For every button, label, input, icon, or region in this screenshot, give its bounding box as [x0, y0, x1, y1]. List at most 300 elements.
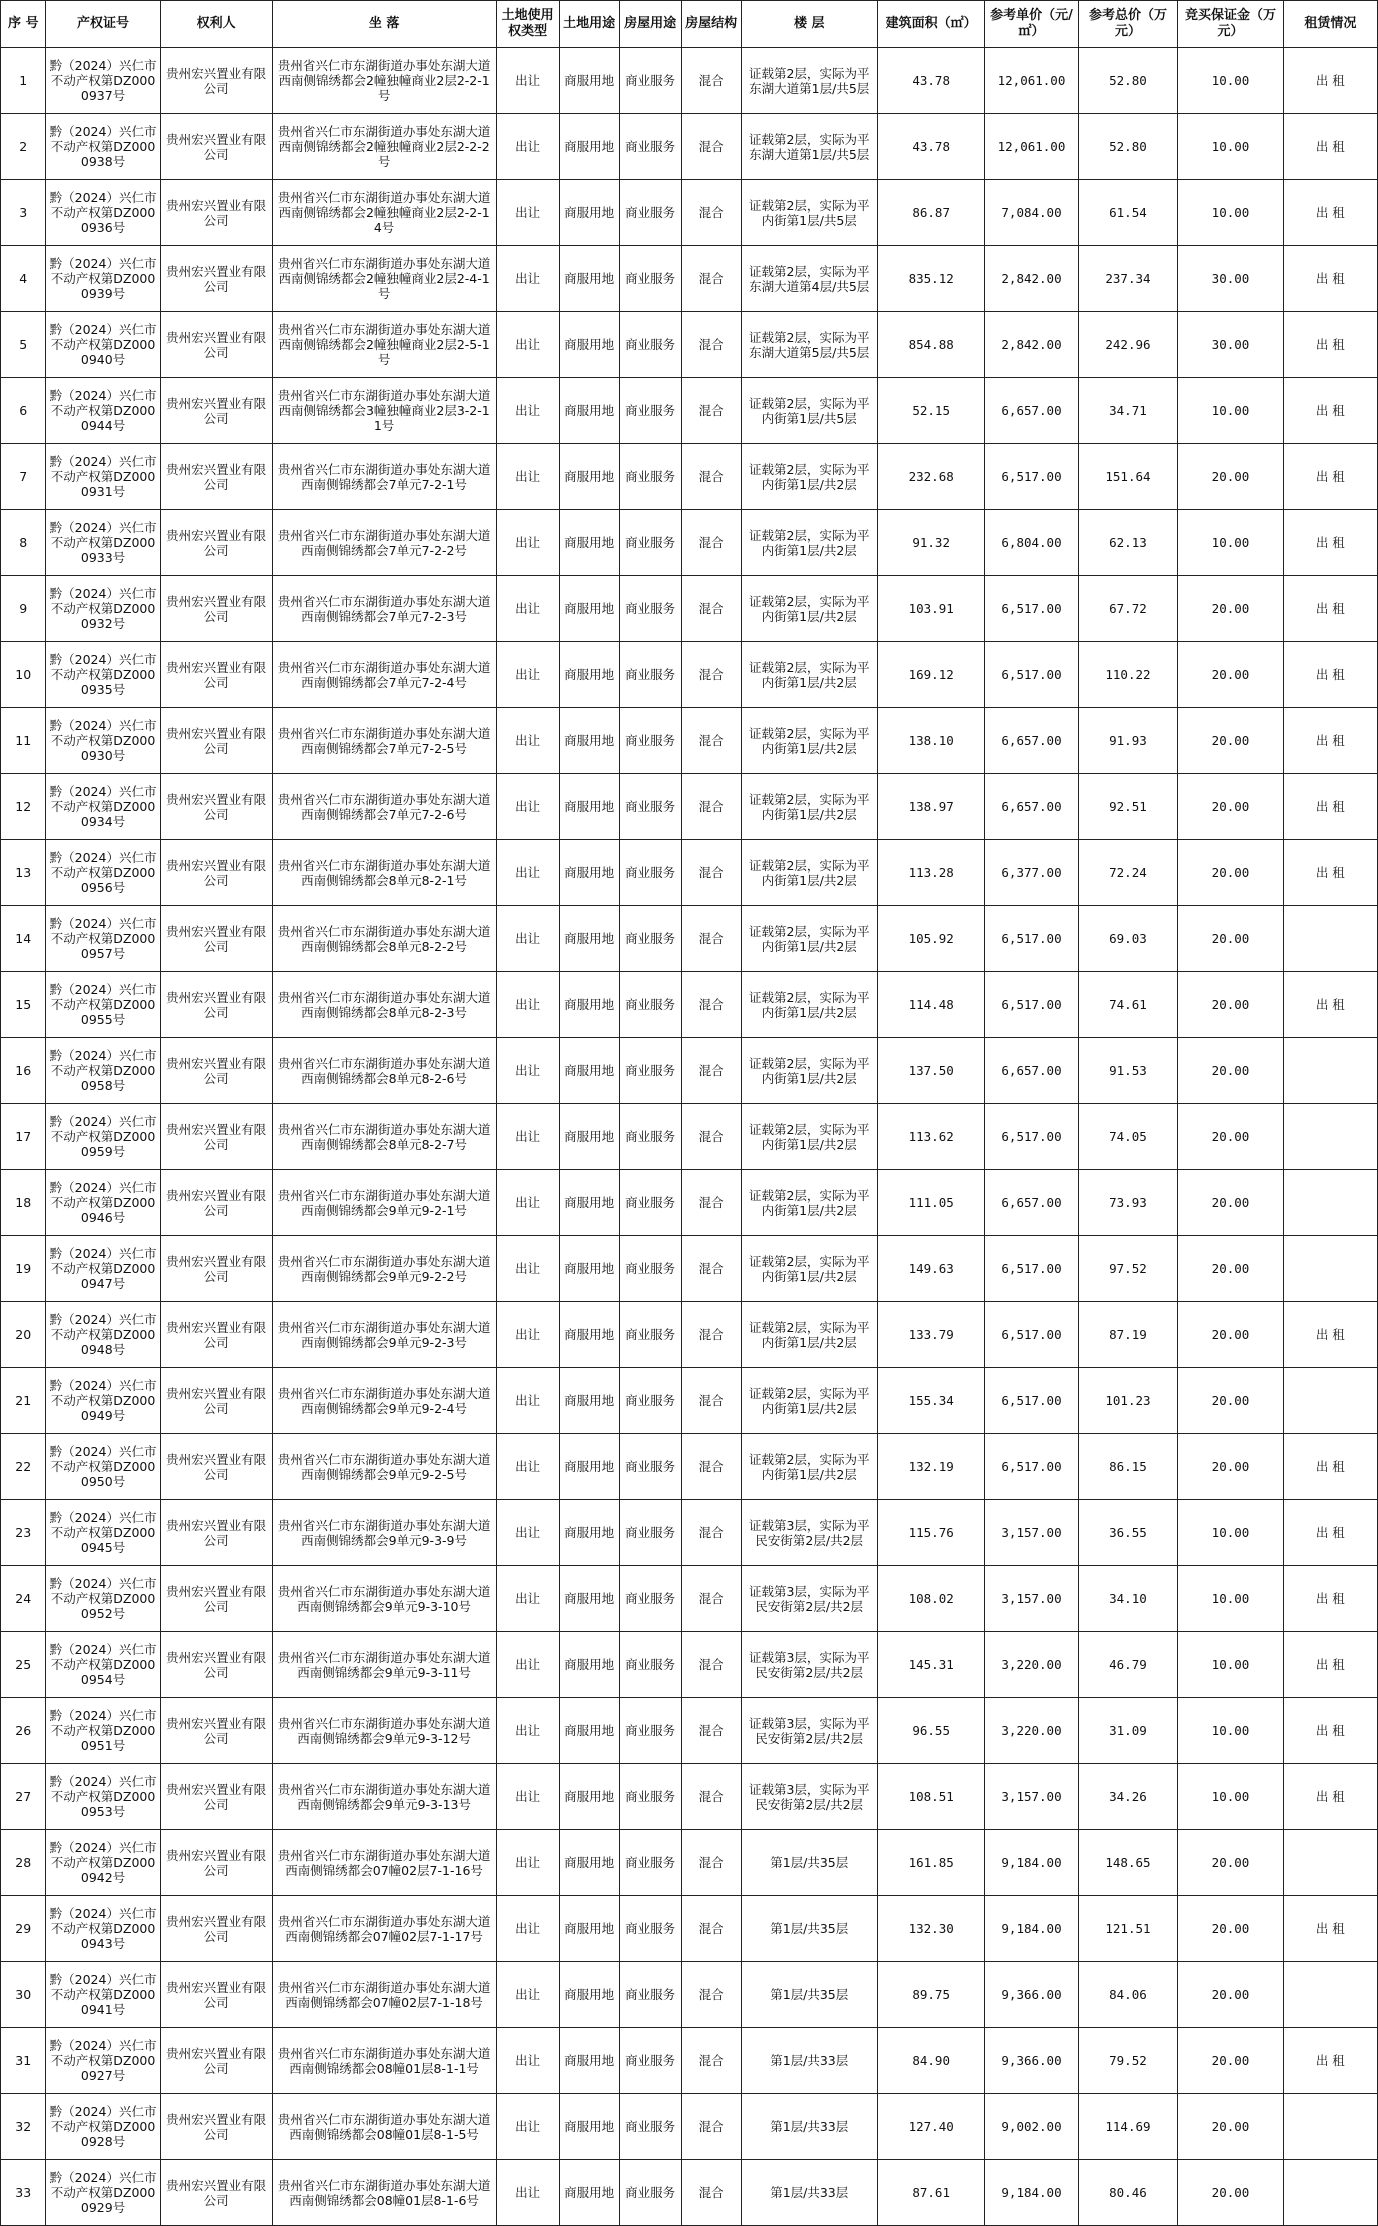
cell-unit-price: 9,002.00 [985, 2094, 1078, 2160]
cell-area: 108.51 [877, 1764, 985, 1830]
cell-seq: 25 [1, 1632, 46, 1698]
cell-seq: 6 [1, 378, 46, 444]
cell-area: 84.90 [877, 2028, 985, 2094]
cell-floor: 证载第2层，实际为平内街第1层/共2层 [741, 1170, 877, 1236]
cell-address: 贵州省兴仁市东湖街道办事处东湖大道西南侧锦绣都会9单元9-2-3号 [272, 1302, 496, 1368]
cell-owner: 贵州宏兴置业有限公司 [160, 48, 272, 114]
cell-house-use: 商业服务 [619, 510, 681, 576]
table-row [1, 1302, 1378, 1368]
cell-structure: 混合 [681, 840, 741, 906]
cell-total-price: 34.26 [1078, 1764, 1178, 1830]
cell-seq: 18 [1, 1170, 46, 1236]
cell-house-use: 商业服务 [619, 576, 681, 642]
cell-lease: 出 租 [1283, 48, 1377, 114]
cell-seq: 4 [1, 246, 46, 312]
table-header [1, 1, 1378, 48]
cell-lease: 出 租 [1283, 1632, 1377, 1698]
cell-area: 52.15 [877, 378, 985, 444]
cell-unit-price: 6,517.00 [985, 1236, 1078, 1302]
cell-land-type: 出让 [496, 1170, 559, 1236]
header-address: 坐 落 [272, 1, 496, 48]
cell-seq: 13 [1, 840, 46, 906]
cell-unit-price: 6,517.00 [985, 1368, 1078, 1434]
cell-owner: 贵州宏兴置业有限公司 [160, 378, 272, 444]
cell-lease: 出 租 [1283, 972, 1377, 1038]
cell-unit-price: 9,184.00 [985, 1830, 1078, 1896]
cell-cert: 黔（2024）兴仁市不动产权第DZ0000954号 [46, 1632, 160, 1698]
header-row [1, 1, 1378, 48]
cell-address: 贵州省兴仁市东湖街道办事处东湖大道西南侧锦绣都会9单元9-3-13号 [272, 1764, 496, 1830]
cell-floor: 第1层/共35层 [741, 1962, 877, 2028]
cell-land-use: 商服用地 [559, 1962, 619, 2028]
cell-address: 贵州省兴仁市东湖街道办事处东湖大道西南侧锦绣都会7单元7-2-2号 [272, 510, 496, 576]
cell-area: 86.87 [877, 180, 985, 246]
cell-cert: 黔（2024）兴仁市不动产权第DZ0000930号 [46, 708, 160, 774]
cell-total-price: 46.79 [1078, 1632, 1178, 1698]
cell-land-type: 出让 [496, 774, 559, 840]
cell-owner: 贵州宏兴置业有限公司 [160, 840, 272, 906]
cell-floor: 证载第2层，实际为平内街第1层/共2层 [741, 1368, 877, 1434]
cell-land-use: 商服用地 [559, 114, 619, 180]
cell-seq: 2 [1, 114, 46, 180]
cell-seq: 21 [1, 1368, 46, 1434]
cell-total-price: 87.19 [1078, 1302, 1178, 1368]
cell-structure: 混合 [681, 972, 741, 1038]
header-land-type: 土地使用权类型 [496, 1, 559, 48]
cell-house-use: 商业服务 [619, 1038, 681, 1104]
cell-floor: 证载第2层，实际为平东湖大道第1层/共5层 [741, 48, 877, 114]
cell-structure: 混合 [681, 114, 741, 180]
cell-total-price: 52.80 [1078, 114, 1178, 180]
cell-seq: 28 [1, 1830, 46, 1896]
cell-seq: 17 [1, 1104, 46, 1170]
cell-unit-price: 6,657.00 [985, 708, 1078, 774]
cell-structure: 混合 [681, 2094, 741, 2160]
cell-floor: 第1层/共33层 [741, 2160, 877, 2226]
cell-cert: 黔（2024）兴仁市不动产权第DZ0000938号 [46, 114, 160, 180]
cell-cert: 黔（2024）兴仁市不动产权第DZ0000936号 [46, 180, 160, 246]
cell-house-use: 商业服务 [619, 48, 681, 114]
cell-deposit: 30.00 [1178, 312, 1283, 378]
cell-land-type: 出让 [496, 510, 559, 576]
cell-lease: 出 租 [1283, 1566, 1377, 1632]
cell-house-use: 商业服务 [619, 1566, 681, 1632]
cell-land-type: 出让 [496, 906, 559, 972]
table-row [1, 444, 1378, 510]
cell-seq: 32 [1, 2094, 46, 2160]
cell-house-use: 商业服务 [619, 114, 681, 180]
cell-structure: 混合 [681, 1962, 741, 2028]
cell-land-type: 出让 [496, 114, 559, 180]
cell-land-type: 出让 [496, 972, 559, 1038]
cell-address: 贵州省兴仁市东湖街道办事处东湖大道西南侧锦绣都会9单元9-2-5号 [272, 1434, 496, 1500]
cell-owner: 贵州宏兴置业有限公司 [160, 708, 272, 774]
cell-address: 贵州省兴仁市东湖街道办事处东湖大道西南侧锦绣都会2幢独幢商业2层2-2-1号 [272, 48, 496, 114]
header-total-price: 参考总价（万元） [1078, 1, 1178, 48]
cell-cert: 黔（2024）兴仁市不动产权第DZ0000950号 [46, 1434, 160, 1500]
cell-house-use: 商业服务 [619, 378, 681, 444]
cell-owner: 贵州宏兴置业有限公司 [160, 1500, 272, 1566]
cell-structure: 混合 [681, 1302, 741, 1368]
cell-house-use: 商业服务 [619, 1104, 681, 1170]
cell-area: 96.55 [877, 1698, 985, 1764]
cell-land-use: 商服用地 [559, 1698, 619, 1764]
cell-structure: 混合 [681, 1038, 741, 1104]
cell-land-use: 商服用地 [559, 1500, 619, 1566]
cell-floor: 证载第2层，实际为平内街第1层/共2层 [741, 1038, 877, 1104]
cell-total-price: 84.06 [1078, 1962, 1178, 2028]
cell-total-price: 151.64 [1078, 444, 1178, 510]
cell-address: 贵州省兴仁市东湖街道办事处东湖大道西南侧锦绣都会3幢独幢商业2层3-2-11号 [272, 378, 496, 444]
cell-unit-price: 6,517.00 [985, 1104, 1078, 1170]
table-row [1, 1764, 1378, 1830]
cell-area: 43.78 [877, 114, 985, 180]
cell-unit-price: 12,061.00 [985, 114, 1078, 180]
cell-house-use: 商业服务 [619, 1962, 681, 2028]
cell-total-price: 86.15 [1078, 1434, 1178, 1500]
cell-cert: 黔（2024）兴仁市不动产权第DZ0000944号 [46, 378, 160, 444]
cell-unit-price: 6,517.00 [985, 642, 1078, 708]
cell-unit-price: 6,517.00 [985, 1434, 1078, 1500]
cell-owner: 贵州宏兴置业有限公司 [160, 2160, 272, 2226]
cell-unit-price: 3,220.00 [985, 1632, 1078, 1698]
cell-floor: 证载第2层，实际为平内街第1层/共2层 [741, 444, 877, 510]
cell-area: 155.34 [877, 1368, 985, 1434]
cell-address: 贵州省兴仁市东湖街道办事处东湖大道西南侧锦绣都会9单元9-2-4号 [272, 1368, 496, 1434]
cell-land-type: 出让 [496, 1500, 559, 1566]
cell-land-use: 商服用地 [559, 708, 619, 774]
cell-deposit: 20.00 [1178, 2094, 1283, 2160]
cell-land-type: 出让 [496, 1830, 559, 1896]
cell-lease: 出 租 [1283, 1698, 1377, 1764]
table-row [1, 378, 1378, 444]
cell-deposit: 20.00 [1178, 1368, 1283, 1434]
cell-total-price: 242.96 [1078, 312, 1178, 378]
cell-land-use: 商服用地 [559, 1368, 619, 1434]
cell-floor: 第1层/共35层 [741, 1830, 877, 1896]
cell-deposit: 20.00 [1178, 708, 1283, 774]
cell-structure: 混合 [681, 906, 741, 972]
cell-floor: 证载第2层，实际为平内街第1层/共2层 [741, 840, 877, 906]
cell-seq: 24 [1, 1566, 46, 1632]
cell-cert: 黔（2024）兴仁市不动产权第DZ0000934号 [46, 774, 160, 840]
cell-address: 贵州省兴仁市东湖街道办事处东湖大道西南侧锦绣都会7单元7-2-6号 [272, 774, 496, 840]
cell-cert: 黔（2024）兴仁市不动产权第DZ0000951号 [46, 1698, 160, 1764]
cell-land-type: 出让 [496, 2094, 559, 2160]
cell-unit-price: 6,657.00 [985, 1170, 1078, 1236]
cell-area: 132.30 [877, 1896, 985, 1962]
cell-structure: 混合 [681, 378, 741, 444]
cell-unit-price: 6,657.00 [985, 378, 1078, 444]
cell-unit-price: 6,657.00 [985, 774, 1078, 840]
table-row [1, 312, 1378, 378]
cell-area: 149.63 [877, 1236, 985, 1302]
cell-deposit: 10.00 [1178, 378, 1283, 444]
cell-total-price: 61.54 [1078, 180, 1178, 246]
cell-cert: 黔（2024）兴仁市不动产权第DZ0000956号 [46, 840, 160, 906]
cell-floor: 证载第2层，实际为平东湖大道第5层/共5层 [741, 312, 877, 378]
cell-deposit: 20.00 [1178, 1236, 1283, 1302]
cell-owner: 贵州宏兴置业有限公司 [160, 642, 272, 708]
cell-deposit: 10.00 [1178, 1632, 1283, 1698]
cell-address: 贵州省兴仁市东湖街道办事处东湖大道西南侧锦绣都会2幢独幢商业2层2-2-2号 [272, 114, 496, 180]
cell-area: 161.85 [877, 1830, 985, 1896]
cell-house-use: 商业服务 [619, 1500, 681, 1566]
cell-address: 贵州省兴仁市东湖街道办事处东湖大道西南侧锦绣都会8单元8-2-2号 [272, 906, 496, 972]
cell-total-price: 97.52 [1078, 1236, 1178, 1302]
cell-seq: 29 [1, 1896, 46, 1962]
cell-lease: 出 租 [1283, 312, 1377, 378]
cell-seq: 15 [1, 972, 46, 1038]
cell-area: 137.50 [877, 1038, 985, 1104]
cell-unit-price: 6,517.00 [985, 576, 1078, 642]
table-row [1, 114, 1378, 180]
header-deposit: 竞买保证金（万元） [1178, 1, 1283, 48]
cell-owner: 贵州宏兴置业有限公司 [160, 906, 272, 972]
cell-lease: 出 租 [1283, 444, 1377, 510]
table-row [1, 1632, 1378, 1698]
cell-unit-price: 9,184.00 [985, 1896, 1078, 1962]
cell-land-type: 出让 [496, 2160, 559, 2226]
table-row [1, 840, 1378, 906]
cell-house-use: 商业服务 [619, 642, 681, 708]
cell-floor: 证载第2层，实际为平内街第1层/共5层 [741, 180, 877, 246]
header-lease: 租赁情况 [1283, 1, 1377, 48]
cell-deposit: 20.00 [1178, 1830, 1283, 1896]
cell-floor: 证载第2层，实际为平内街第1层/共2层 [741, 1236, 877, 1302]
cell-unit-price: 2,842.00 [985, 246, 1078, 312]
cell-land-use: 商服用地 [559, 576, 619, 642]
cell-house-use: 商业服务 [619, 2028, 681, 2094]
header-seq: 序 号 [1, 1, 46, 48]
table-row [1, 510, 1378, 576]
cell-lease: 出 租 [1283, 1302, 1377, 1368]
table-row [1, 906, 1378, 972]
cell-area: 111.05 [877, 1170, 985, 1236]
cell-deposit: 10.00 [1178, 48, 1283, 114]
cell-structure: 混合 [681, 1368, 741, 1434]
header-land-use: 土地用途 [559, 1, 619, 48]
cell-lease: 出 租 [1283, 576, 1377, 642]
cell-cert: 黔（2024）兴仁市不动产权第DZ0000953号 [46, 1764, 160, 1830]
cell-area: 87.61 [877, 2160, 985, 2226]
header-unit-price: 参考单价（元/㎡） [985, 1, 1078, 48]
cell-land-type: 出让 [496, 1434, 559, 1500]
cell-lease [1283, 1236, 1377, 1302]
cell-lease: 出 租 [1283, 774, 1377, 840]
cell-deposit: 20.00 [1178, 576, 1283, 642]
cell-seq: 19 [1, 1236, 46, 1302]
cell-total-price: 34.71 [1078, 378, 1178, 444]
cell-land-use: 商服用地 [559, 972, 619, 1038]
cell-land-use: 商服用地 [559, 378, 619, 444]
cell-address: 贵州省兴仁市东湖街道办事处东湖大道西南侧锦绣都会08幢01层8-1-5号 [272, 2094, 496, 2160]
cell-land-type: 出让 [496, 1566, 559, 1632]
cell-land-type: 出让 [496, 1038, 559, 1104]
cell-structure: 混合 [681, 1632, 741, 1698]
cell-owner: 贵州宏兴置业有限公司 [160, 1038, 272, 1104]
cell-seq: 1 [1, 48, 46, 114]
cell-land-type: 出让 [496, 642, 559, 708]
cell-cert: 黔（2024）兴仁市不动产权第DZ0000955号 [46, 972, 160, 1038]
cell-address: 贵州省兴仁市东湖街道办事处东湖大道西南侧锦绣都会07幢02层7-1-16号 [272, 1830, 496, 1896]
cell-structure: 混合 [681, 1236, 741, 1302]
cell-floor: 证载第3层，实际为平民安街第2层/共2层 [741, 1764, 877, 1830]
cell-structure: 混合 [681, 1170, 741, 1236]
cell-area: 89.75 [877, 1962, 985, 2028]
cell-structure: 混合 [681, 1764, 741, 1830]
cell-seq: 20 [1, 1302, 46, 1368]
cell-total-price: 91.93 [1078, 708, 1178, 774]
cell-cert: 黔（2024）兴仁市不动产权第DZ0000940号 [46, 312, 160, 378]
cell-deposit: 20.00 [1178, 1434, 1283, 1500]
cell-land-use: 商服用地 [559, 1434, 619, 1500]
cell-cert: 黔（2024）兴仁市不动产权第DZ0000932号 [46, 576, 160, 642]
cell-cert: 黔（2024）兴仁市不动产权第DZ0000958号 [46, 1038, 160, 1104]
cell-area: 113.62 [877, 1104, 985, 1170]
cell-address: 贵州省兴仁市东湖街道办事处东湖大道西南侧锦绣都会8单元8-2-6号 [272, 1038, 496, 1104]
cell-floor: 证载第2层，实际为平内街第1层/共2层 [741, 906, 877, 972]
cell-land-use: 商服用地 [559, 180, 619, 246]
cell-owner: 贵州宏兴置业有限公司 [160, 1962, 272, 2028]
cell-floor: 证载第2层，实际为平内街第1层/共2层 [741, 1434, 877, 1500]
cell-land-type: 出让 [496, 246, 559, 312]
cell-land-use: 商服用地 [559, 2094, 619, 2160]
cell-structure: 混合 [681, 180, 741, 246]
cell-land-type: 出让 [496, 576, 559, 642]
cell-land-type: 出让 [496, 840, 559, 906]
cell-deposit: 20.00 [1178, 774, 1283, 840]
cell-area: 108.02 [877, 1566, 985, 1632]
cell-address: 贵州省兴仁市东湖街道办事处东湖大道西南侧锦绣都会8单元8-2-3号 [272, 972, 496, 1038]
table-row [1, 1698, 1378, 1764]
cell-cert: 黔（2024）兴仁市不动产权第DZ0000935号 [46, 642, 160, 708]
cell-seq: 14 [1, 906, 46, 972]
cell-deposit: 10.00 [1178, 510, 1283, 576]
cell-owner: 贵州宏兴置业有限公司 [160, 1830, 272, 1896]
cell-floor: 证载第2层，实际为平东湖大道第4层/共5层 [741, 246, 877, 312]
cell-total-price: 237.34 [1078, 246, 1178, 312]
cell-deposit: 20.00 [1178, 2028, 1283, 2094]
cell-address: 贵州省兴仁市东湖街道办事处东湖大道西南侧锦绣都会08幢01层8-1-6号 [272, 2160, 496, 2226]
cell-house-use: 商业服务 [619, 1830, 681, 1896]
cell-house-use: 商业服务 [619, 972, 681, 1038]
cell-land-type: 出让 [496, 708, 559, 774]
cell-seq: 3 [1, 180, 46, 246]
cell-deposit: 20.00 [1178, 840, 1283, 906]
cell-lease: 出 租 [1283, 378, 1377, 444]
cell-owner: 贵州宏兴置业有限公司 [160, 1698, 272, 1764]
cell-house-use: 商业服务 [619, 1170, 681, 1236]
cell-floor: 证载第3层，实际为平民安街第2层/共2层 [741, 1566, 877, 1632]
cell-cert: 黔（2024）兴仁市不动产权第DZ0000939号 [46, 246, 160, 312]
cell-total-price: 80.46 [1078, 2160, 1178, 2226]
cell-total-price: 52.80 [1078, 48, 1178, 114]
table-row [1, 1038, 1378, 1104]
cell-house-use: 商业服务 [619, 708, 681, 774]
cell-unit-price: 6,517.00 [985, 444, 1078, 510]
cell-land-use: 商服用地 [559, 48, 619, 114]
cell-owner: 贵州宏兴置业有限公司 [160, 1632, 272, 1698]
cell-total-price: 72.24 [1078, 840, 1178, 906]
cell-lease: 出 租 [1283, 642, 1377, 708]
cell-lease [1283, 2094, 1377, 2160]
header-structure: 房屋结构 [681, 1, 741, 48]
cell-floor: 证载第2层，实际为平内街第1层/共2层 [741, 1302, 877, 1368]
cell-area: 113.28 [877, 840, 985, 906]
cell-land-type: 出让 [496, 1302, 559, 1368]
cell-owner: 贵州宏兴置业有限公司 [160, 972, 272, 1038]
cell-area: 232.68 [877, 444, 985, 510]
cell-cert: 黔（2024）兴仁市不动产权第DZ0000945号 [46, 1500, 160, 1566]
cell-deposit: 20.00 [1178, 1170, 1283, 1236]
cell-house-use: 商业服务 [619, 1632, 681, 1698]
cell-land-use: 商服用地 [559, 1896, 619, 1962]
cell-address: 贵州省兴仁市东湖街道办事处东湖大道西南侧锦绣都会9单元9-3-12号 [272, 1698, 496, 1764]
cell-floor: 证载第3层，实际为平民安街第2层/共2层 [741, 1698, 877, 1764]
table-row [1, 2160, 1378, 2226]
cell-cert: 黔（2024）兴仁市不动产权第DZ0000929号 [46, 2160, 160, 2226]
cell-unit-price: 6,377.00 [985, 840, 1078, 906]
cell-land-use: 商服用地 [559, 1764, 619, 1830]
table-row [1, 1830, 1378, 1896]
cell-deposit: 20.00 [1178, 972, 1283, 1038]
cell-floor: 证载第3层，实际为平民安街第2层/共2层 [741, 1500, 877, 1566]
cell-cert: 黔（2024）兴仁市不动产权第DZ0000948号 [46, 1302, 160, 1368]
cell-cert: 黔（2024）兴仁市不动产权第DZ0000928号 [46, 2094, 160, 2160]
cell-total-price: 31.09 [1078, 1698, 1178, 1764]
cell-land-type: 出让 [496, 1896, 559, 1962]
cell-total-price: 73.93 [1078, 1170, 1178, 1236]
cell-area: 115.76 [877, 1500, 985, 1566]
cell-structure: 混合 [681, 2028, 741, 2094]
cell-unit-price: 3,157.00 [985, 1500, 1078, 1566]
cell-floor: 证载第2层，实际为平内街第1层/共2层 [741, 642, 877, 708]
cell-lease: 出 租 [1283, 1764, 1377, 1830]
cell-area: 138.97 [877, 774, 985, 840]
cell-deposit: 10.00 [1178, 180, 1283, 246]
cell-seq: 30 [1, 1962, 46, 2028]
cell-address: 贵州省兴仁市东湖街道办事处东湖大道西南侧锦绣都会7单元7-2-4号 [272, 642, 496, 708]
cell-deposit: 20.00 [1178, 1038, 1283, 1104]
cell-house-use: 商业服务 [619, 1698, 681, 1764]
cell-total-price: 101.23 [1078, 1368, 1178, 1434]
cell-owner: 贵州宏兴置业有限公司 [160, 1368, 272, 1434]
cell-deposit: 20.00 [1178, 642, 1283, 708]
cell-land-use: 商服用地 [559, 1236, 619, 1302]
cell-total-price: 36.55 [1078, 1500, 1178, 1566]
cell-seq: 31 [1, 2028, 46, 2094]
cell-address: 贵州省兴仁市东湖街道办事处东湖大道西南侧锦绣都会8单元8-2-1号 [272, 840, 496, 906]
cell-land-type: 出让 [496, 1632, 559, 1698]
cell-lease: 出 租 [1283, 1500, 1377, 1566]
cell-address: 贵州省兴仁市东湖街道办事处东湖大道西南侧锦绣都会8单元8-2-7号 [272, 1104, 496, 1170]
cell-area: 169.12 [877, 642, 985, 708]
cell-deposit: 20.00 [1178, 2160, 1283, 2226]
cell-house-use: 商业服务 [619, 444, 681, 510]
cell-area: 854.88 [877, 312, 985, 378]
cell-structure: 混合 [681, 1830, 741, 1896]
cell-total-price: 91.53 [1078, 1038, 1178, 1104]
cell-structure: 混合 [681, 1566, 741, 1632]
header-cert: 产权证号 [46, 1, 160, 48]
cell-address: 贵州省兴仁市东湖街道办事处东湖大道西南侧锦绣都会2幢独幢商业2层2-4-1号 [272, 246, 496, 312]
table-row [1, 1500, 1378, 1566]
cell-unit-price: 2,842.00 [985, 312, 1078, 378]
cell-land-type: 出让 [496, 1104, 559, 1170]
cell-house-use: 商业服务 [619, 1764, 681, 1830]
cell-land-type: 出让 [496, 312, 559, 378]
